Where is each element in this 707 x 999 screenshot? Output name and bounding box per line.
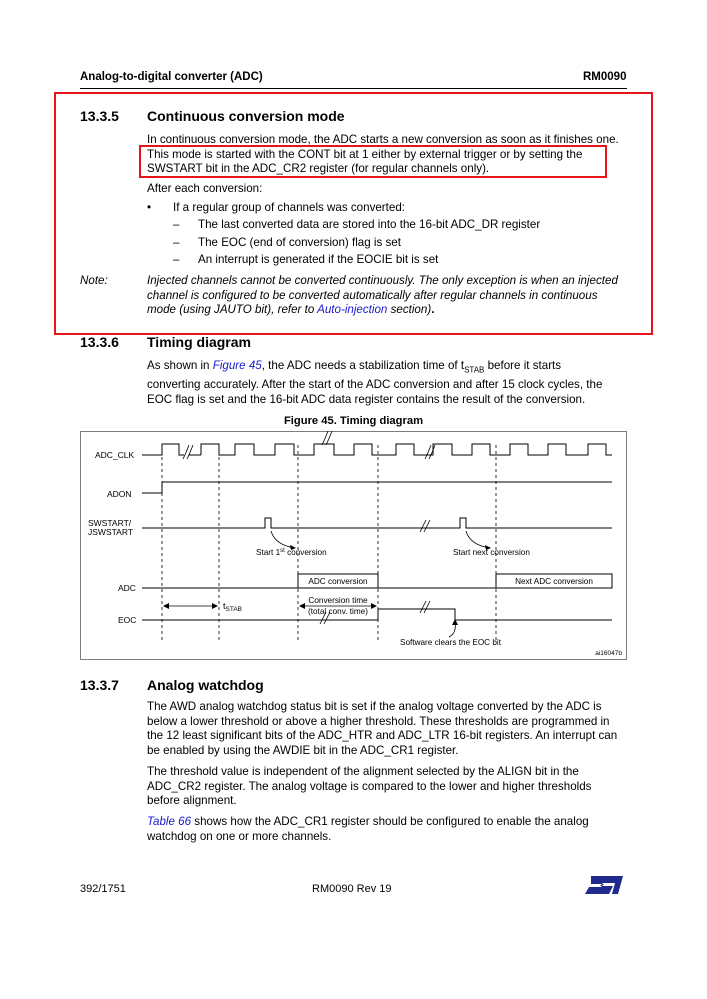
label-total-conv-time: (total conv. time): [308, 607, 368, 616]
section-title-1337: Analog watchdog: [147, 677, 264, 693]
table-66-link[interactable]: Table 66: [147, 815, 192, 828]
text-line: [147, 359, 627, 378]
label-start-next-conversion: Start next conversion: [453, 548, 530, 557]
section-number-1336: 13.3.6: [80, 334, 119, 350]
section-title-1335: Continuous conversion mode: [147, 108, 345, 124]
text-part: before it starts: [484, 359, 562, 372]
note-label: Note:: [80, 274, 108, 287]
text-part: , the ADC needs a stabilization time of t: [261, 359, 465, 372]
bullet-marker: •: [147, 201, 152, 214]
note-period: .: [431, 303, 435, 317]
footer-page-number: 392/1751: [80, 883, 126, 895]
dash-item: An interrupt is generated if the EOCIE bit is set: [198, 253, 439, 266]
header-doc-id: RM0090: [583, 71, 627, 83]
st-logo: [585, 874, 625, 896]
text-line: The threshold value is independent of the alignment selected by the ALIGN bit in the: [147, 765, 579, 778]
signal-label-eoc: EOC: [118, 615, 137, 625]
dash-item: The last converted data are stored into the 16-bit ADC_DR register: [198, 218, 541, 231]
dash-marker: –: [173, 218, 180, 231]
text-part: shows how the ADC_CR1 register should be configured to enable the analog: [191, 815, 589, 828]
label-next-adc-conversion: Next ADC conversion: [515, 577, 593, 586]
timing-paragraph: [147, 359, 627, 407]
label-tstab: $t_{STAB}$: [223, 601, 243, 613]
dash-marker: –: [173, 236, 180, 249]
text-line: ADC_CR2 register. The analog voltage is compared to the lower and higher thresholds: [147, 779, 592, 793]
signal-label-adc: ADC: [118, 583, 136, 593]
figure-id: ai16047b: [595, 650, 622, 657]
header-title: Analog-to-digital converter (ADC): [80, 71, 263, 83]
watchdog-paragraph-3: [147, 815, 627, 844]
timing-diagram-figure: [80, 431, 627, 660]
text-line: watchdog on one or more channels.: [147, 829, 332, 843]
auto-injection-link[interactable]: Auto-injection: [317, 303, 388, 317]
text-line: [147, 815, 627, 830]
section-number-1337: 13.3.7: [80, 677, 119, 693]
text-line: EOC flag is set and the 16-bit ADC data register contains the result of the conversion.: [147, 392, 586, 406]
text-line: The AWD analog watchdog status bit is set if the analog voltage converted by the ADC is: [147, 700, 602, 713]
highlight-box-section: [54, 92, 653, 335]
label-adc-conversion: ADC conversion: [308, 577, 368, 586]
signal-label-swstart: SWSTART/: [88, 518, 132, 528]
section-number-1335: 13.3.5: [80, 108, 119, 124]
watchdog-paragraph-2: [147, 765, 627, 809]
label-software-clears: Software clears the EOC bit: [400, 638, 502, 647]
text-line: SWSTART bit in the ADC_CR2 register (for regular channels only).: [147, 162, 490, 176]
note-text-part: mode (using JAUTO bit), refer to: [147, 303, 318, 317]
label-start-1st-conversion: Start 1st conversion: [256, 548, 327, 557]
after-conversion-text: After each conversion:: [147, 182, 263, 195]
signal-label-adon: ADON: [107, 489, 132, 499]
dash-item: The EOC (end of conversion) flag is set: [198, 236, 401, 249]
label-conversion-time: Conversion time: [308, 596, 368, 605]
highlight-box-sentence: [139, 145, 607, 178]
text-line: channel is configured to be converted automatically after regular channels in continuous: [147, 288, 598, 302]
text-line: converting accurately. After the start of the ADC conversion and after 15 clock cycles, the: [147, 377, 603, 391]
watchdog-paragraph-1: [147, 700, 627, 758]
figure-caption: Figure 45. Timing diagram: [283, 415, 424, 427]
figure-45-link[interactable]: Figure 45: [212, 359, 262, 372]
text-line: below a lower threshold or above a higher threshold. These thresholds are programmed in: [147, 714, 610, 728]
text-line: before alignment.: [147, 794, 237, 808]
footer-doc-rev: RM0090 Rev 19: [312, 883, 392, 895]
text-line: Injected channels cannot be converted continuously. The only exception is when an injected: [147, 274, 618, 287]
section-title-1336: Timing diagram: [147, 334, 251, 350]
text-line: In continuous conversion mode, the ADC starts a new conversion as soon as it finishes one.: [147, 133, 619, 146]
header-rule: [80, 88, 627, 89]
tstab-subscript: STAB: [464, 365, 485, 375]
text-line: be enabled by using the AWDIE bit in the ADC_CR1 register.: [147, 743, 459, 757]
bullet-text: If a regular group of channels was converted:: [173, 201, 406, 214]
text-line: This mode is started with the CONT bit at 1 either by external trigger or by setting the: [147, 147, 583, 161]
text-part: As shown in: [147, 359, 213, 372]
note-text-part: section): [387, 303, 432, 317]
dash-marker: –: [173, 253, 180, 266]
signal-label-jswstart: JSWSTART: [88, 527, 134, 537]
signal-label-adc-clk: ADC_CLK: [95, 450, 135, 460]
text-line: the 12 least significant bits of the ADC_HTR and ADC_LTR 16-bit registers. An interrupt can: [147, 729, 618, 743]
